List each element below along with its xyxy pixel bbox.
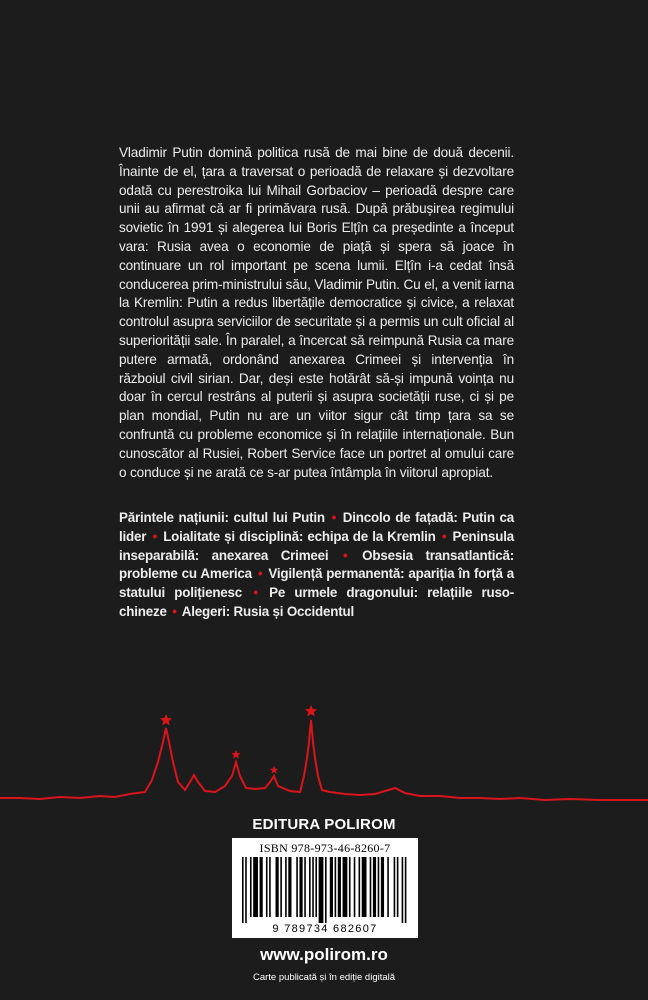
publisher-name: EDITURA POLIROM xyxy=(252,816,396,833)
bullet-separator-icon: • xyxy=(152,528,157,544)
chapter-title: Obsesia transatlantică: probleme cu America xyxy=(119,547,514,582)
bullet-separator-icon: • xyxy=(343,547,348,563)
chapter-title: Părintele națiunii: cultul lui Putin xyxy=(119,510,325,525)
bullet-separator-icon: • xyxy=(253,585,258,601)
book-description: Vladimir Putin domină politica rusă de mai bine de două decenii. Înainte de el, țara a traversat o perioadă de relaxare și dezvoltare odată cu perestroika lui Mihail Gorbaciov – perioadă despre care unii au afirmat că ar fi primăvara rusă. După prăbușirea regimului sovietic în 1991 și alegerea lui Boris Elțîn ca președinte a început vara: Rusia avea o economie de piață și spera să joace în continuare un rol important pe scena lumii. Elțîn i-a cedat însă conducerea prim-ministrului său, Vladimir Putin. Cu el, a venit iarna la Kremlin: Putin a redus libertățile democratice și civice, a relaxat controlul asupra serviciilor de securitate și a permis un cult oficial al superiorității sale. În paralel, a încercat să reimpună Rusia ca mare putere armată, ordonând anexarea Crimeei și intervenția în războiul civil sirian. Dar, deși este hotărât să-și impună voința nu doar în cercul restrâns al puterii și asupra societății ruse, ci și pe plan mondial, Putin nu are un viitor sigur cât timp țara sa se confruntă cu probleme economice și în relațiile internaționale. Bun cunoscător al Rusiei, Robert Service face un portret al omului care o conduce și ne arată ce s-ar putea întâmpla în viitorul apropiat. xyxy=(119,145,514,480)
chapter-title: Loialitate și disciplină: echipa de la Kremlin xyxy=(163,528,436,544)
bullet-separator-icon: • xyxy=(172,603,177,619)
chapter-title: Pe urmele dragonului: relațiile ruso-chineze xyxy=(119,585,515,619)
red-star-icons xyxy=(160,705,317,774)
barcode-digits: 9 789734 682607 xyxy=(272,923,378,935)
chapter-title: Alegeri: Rusia și Occidentul xyxy=(181,603,355,619)
barcode-icon xyxy=(240,857,410,923)
bullet-separator-icon: • xyxy=(257,566,263,582)
isbn-text: ISBN 978-973-46-8260-7 xyxy=(259,841,391,855)
digital-edition-note: Carte publicată și în ediție digitală xyxy=(252,972,396,983)
chapter-title: Vigilență permanentă: apariția în forță a statului polițienesc xyxy=(119,566,514,601)
publisher-website[interactable]: www.polirom.ro xyxy=(260,945,388,964)
kremlin-skyline-line xyxy=(0,690,648,810)
bullet-separator-icon: • xyxy=(331,510,337,525)
bullet-separator-icon: • xyxy=(441,528,447,544)
chapter-title: Dincolo de fațadă: Putin ca lider xyxy=(119,510,515,544)
chapter-title: Peninsula inseparabilă: anexarea Crimeei xyxy=(119,528,514,563)
chapter-list xyxy=(119,509,514,622)
barcode-box xyxy=(232,838,418,938)
